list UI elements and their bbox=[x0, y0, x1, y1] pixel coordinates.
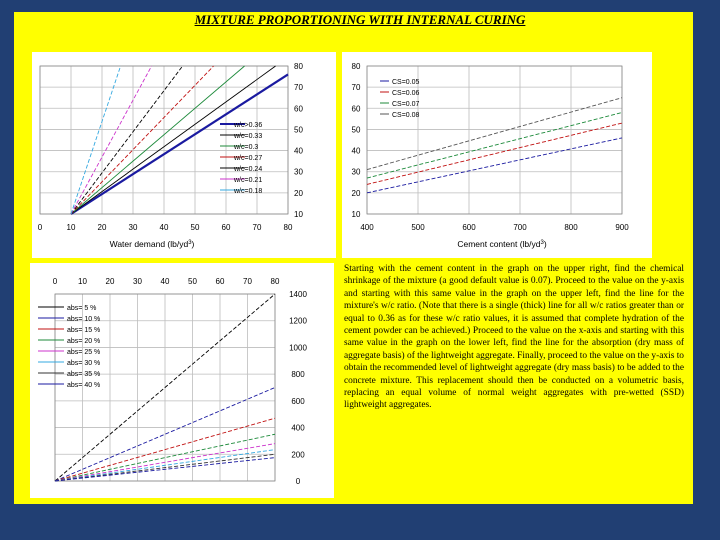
x-tick-label: 80 bbox=[283, 223, 293, 232]
page-title: MIXTURE PROPORTIONING WITH INTERNAL CURING bbox=[194, 12, 526, 27]
water-demand-chart bbox=[32, 52, 336, 258]
x-tick-label: 10 bbox=[66, 223, 76, 232]
legend-label: CS=0.08 bbox=[392, 112, 420, 119]
x-tick-label: 70 bbox=[243, 277, 252, 286]
y-tick-label: 400 bbox=[291, 423, 305, 433]
x-tick-label: 40 bbox=[160, 277, 170, 286]
y-tick-label: 10 bbox=[294, 210, 303, 219]
legend-label: w/c=0.33 bbox=[234, 133, 263, 140]
absorption-chart bbox=[30, 263, 334, 498]
x-tick-label: 70 bbox=[252, 223, 262, 232]
y-tick-label: 20 bbox=[294, 188, 303, 198]
y-tick-label: 600 bbox=[291, 396, 305, 406]
series-line bbox=[71, 66, 214, 214]
y-tick-label: 1000 bbox=[289, 343, 307, 353]
x-tick-label: 10 bbox=[78, 277, 87, 286]
legend-label: abs= 30 % bbox=[67, 360, 101, 367]
y-tick-label: 10 bbox=[351, 210, 361, 219]
y-tick-label: 30 bbox=[351, 167, 361, 177]
legend-label: w/c=0.21 bbox=[234, 177, 263, 184]
series-line bbox=[71, 66, 121, 214]
series-line bbox=[367, 123, 622, 184]
x-tick-label: 500 bbox=[411, 223, 425, 232]
legend-label: abs= 35 % bbox=[67, 371, 101, 378]
legend-label: w/c=0.18 bbox=[234, 188, 263, 195]
y-tick-label: 40 bbox=[351, 146, 361, 156]
y-tick-label: 200 bbox=[291, 450, 305, 460]
x-tick-label: 600 bbox=[462, 223, 476, 232]
legend-label: w/c=0.27 bbox=[234, 155, 263, 162]
series-line bbox=[367, 113, 622, 179]
legend-label: abs= 15 % bbox=[67, 327, 101, 334]
absorption-panel bbox=[30, 263, 334, 498]
legend-label: abs= 5 % bbox=[67, 305, 97, 312]
y-tick-label: 50 bbox=[294, 125, 303, 135]
x-tick-label: 900 bbox=[615, 223, 629, 232]
x-tick-label: 0 bbox=[37, 223, 43, 232]
y-tick-label: 70 bbox=[294, 83, 303, 93]
x-tick-label: 20 bbox=[97, 223, 107, 232]
x-tick-label: 0 bbox=[52, 277, 58, 286]
x-tick-label: 30 bbox=[133, 277, 142, 286]
y-tick-label: 20 bbox=[351, 188, 361, 198]
series-line bbox=[71, 66, 152, 214]
x-axis-label: Water demand $(lb/yd^3)$ bbox=[109, 239, 195, 249]
y-tick-label: 800 bbox=[291, 370, 305, 380]
y-tick-label: 60 bbox=[351, 104, 361, 114]
x-tick-label: 50 bbox=[190, 223, 200, 232]
instructions-text: Starting with the cement content in the graph on the upper right, find the chemical shrinkage of the mixture (a good default value is 0.07). Proceed to the value on the y-axis and starting with this same value in the graph on the upper left, find the line for the mixture's w/c ratio. (Note that there is a single (thick) line for all w/c ratios greater than or equal to 0.36 as for these w/c ratio values, it is assumed that complete hydration of the cement powder can be achieved.) Proceed to the value on the x-axis and starting with this same value in the graph on the lower left, find the line for the absorption (dry mass of aggregate basis) of the lightweight aggregate. Finally, proceed to the value on the y-axis to obtain the recommended level of lightweight aggregate (dry mass basis) to be added to the concrete mixture. This replacement should then be conducted on a volumetric basis, replacing an equal volume of normal weight aggregates with pre-wetted (SSD) lightweight aggregates. bbox=[344, 264, 684, 411]
series-line bbox=[71, 66, 245, 214]
legend-label: CS=0.07 bbox=[392, 101, 420, 108]
y-tick-label: 60 bbox=[294, 104, 303, 114]
water-demand-panel bbox=[32, 52, 336, 258]
y-tick-label: 80 bbox=[294, 62, 303, 71]
y-tick-label: 70 bbox=[351, 83, 361, 93]
legend-label: abs= 25 % bbox=[67, 349, 101, 356]
x-tick-label: 700 bbox=[513, 223, 527, 232]
series-line bbox=[367, 138, 622, 193]
y-tick-label: 50 bbox=[351, 125, 361, 135]
legend-label: w/c>0.36 bbox=[234, 122, 263, 129]
x-tick-label: 50 bbox=[188, 277, 197, 286]
y-tick-label: 1200 bbox=[289, 316, 307, 326]
x-tick-label: 80 bbox=[270, 277, 280, 286]
cement-content-chart bbox=[342, 52, 652, 258]
x-tick-label: 40 bbox=[159, 223, 169, 232]
x-tick-label: 30 bbox=[128, 223, 138, 232]
legend-label: abs= 40 % bbox=[67, 382, 101, 389]
legend-label: w/c=0.3 bbox=[234, 144, 259, 151]
cement-content-panel bbox=[342, 52, 652, 258]
y-tick-label: 1400 bbox=[289, 290, 307, 299]
legend-label: abs= 20 % bbox=[67, 338, 101, 345]
legend-label: CS=0.05 bbox=[392, 79, 420, 86]
plot-frame bbox=[367, 66, 622, 214]
x-tick-label: 60 bbox=[221, 223, 231, 232]
y-tick-label: 30 bbox=[294, 167, 303, 177]
x-tick-label: 800 bbox=[564, 223, 578, 232]
y-tick-label: 0 bbox=[295, 477, 301, 486]
x-tick-label: 20 bbox=[105, 277, 115, 286]
y-tick-label: 40 bbox=[294, 146, 303, 156]
y-tick-label: 80 bbox=[351, 62, 361, 71]
legend-label: abs= 10 % bbox=[67, 316, 101, 323]
legend-label: CS=0.06 bbox=[392, 90, 420, 97]
series-line bbox=[71, 66, 183, 214]
x-tick-label: 400 bbox=[360, 223, 374, 232]
x-tick-label: 60 bbox=[215, 277, 225, 286]
x-axis-label: Cement content $(lb/yd^3)$ bbox=[457, 239, 547, 249]
legend-label: w/c=0.24 bbox=[234, 166, 263, 173]
